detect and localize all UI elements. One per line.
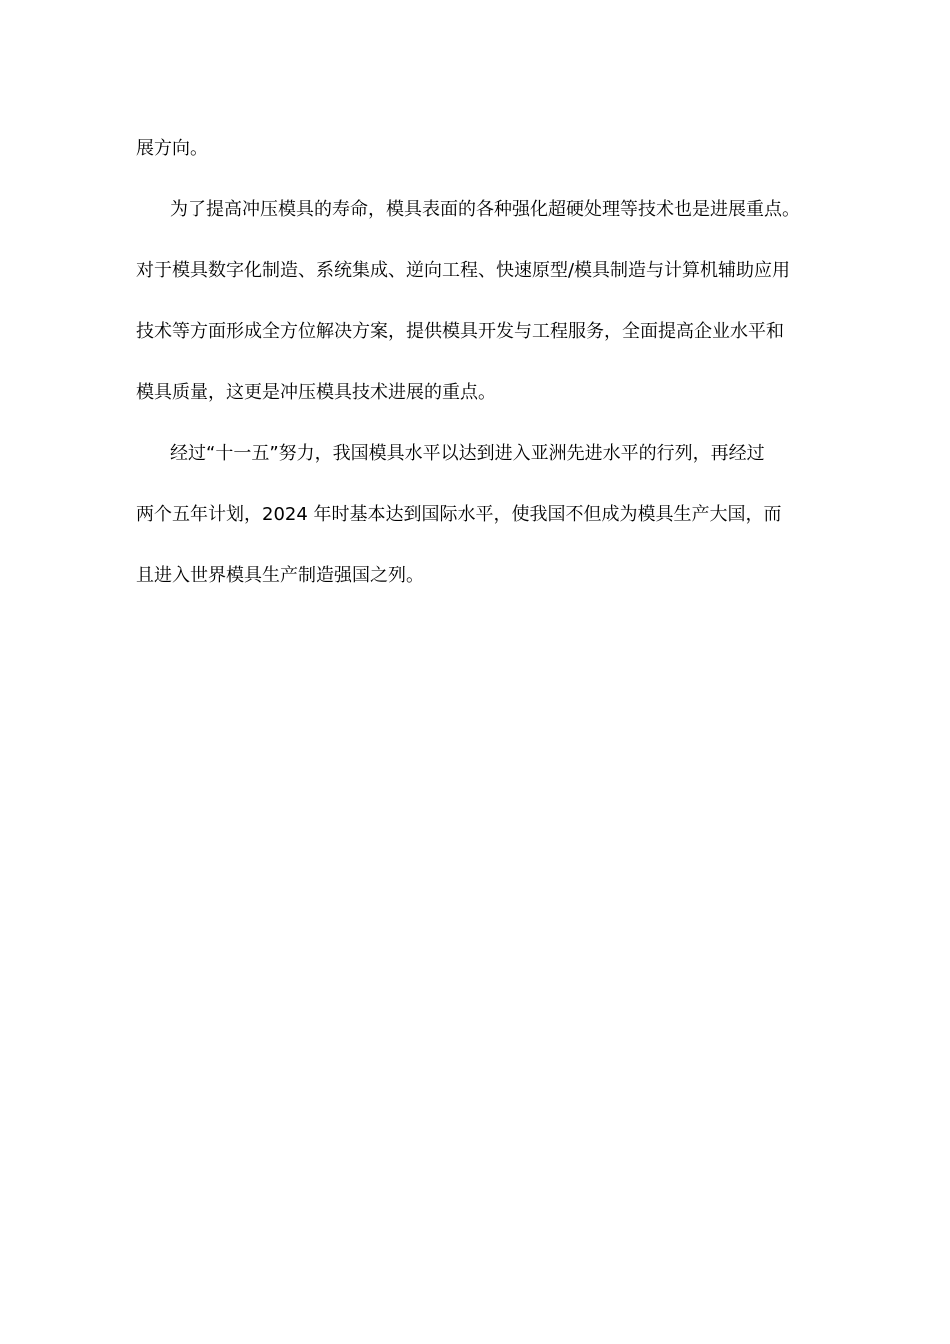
text-line: 两个五年计划，2024 年时基本达到国际水平，使我国不但成为模具生产大国，而 — [136, 504, 782, 525]
paragraph-first-line: 为了提高冲压模具的寿命，模具表面的各种强化超硬处理等技术也是进展重点。 — [170, 199, 800, 220]
text-line: 技术等方面形成全方位解决方案，提供模具开发与工程服务，全面提高企业水平和 — [136, 321, 784, 342]
text-line: 展方向。 — [136, 138, 208, 159]
paragraph-first-line: 经过“十一五”努力，我国模具水平以达到进入亚洲先进水平的行列，再经过 — [170, 443, 765, 464]
text-line: 且进入世界模具生产制造强国之列。 — [136, 565, 424, 586]
document-body — [136, 118, 856, 606]
text-line: 对于模具数字化制造、系统集成、逆向工程、快速原型/模具制造与计算机辅助应用 — [136, 260, 791, 281]
text-line: 模具质量，这更是冲压模具技术进展的重点。 — [136, 382, 496, 403]
